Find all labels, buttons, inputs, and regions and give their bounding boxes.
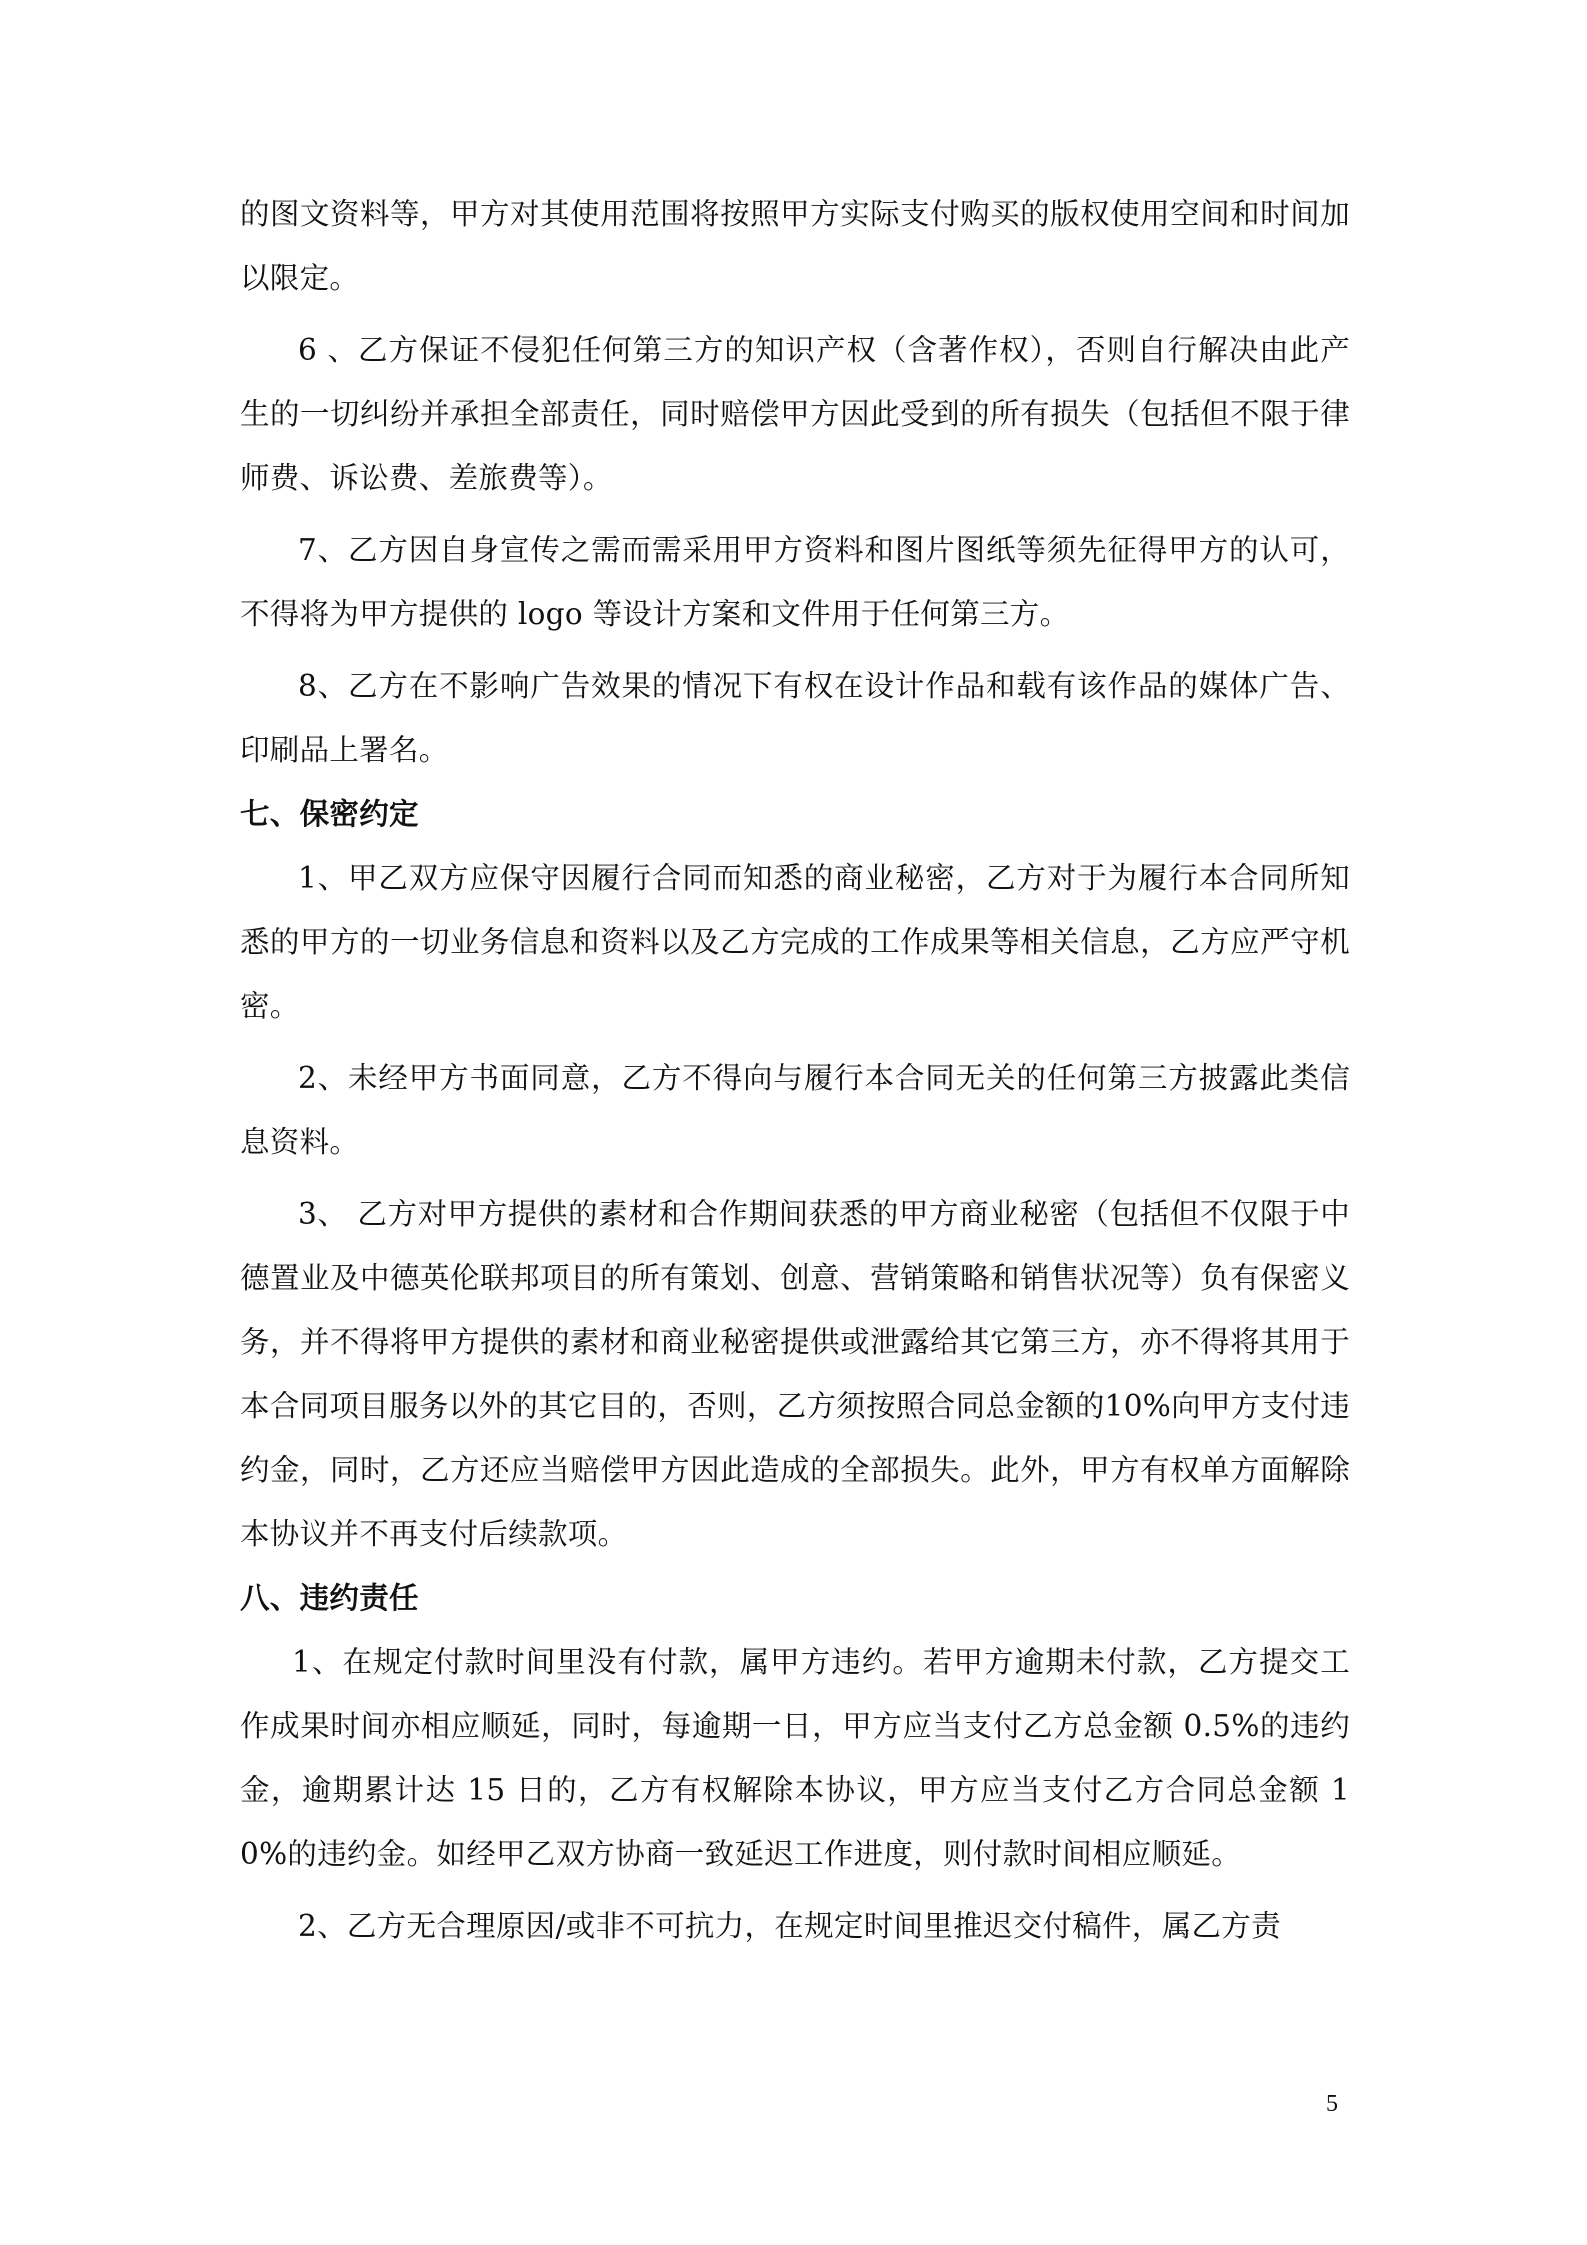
section-7-heading: 七、保密约定 — [240, 796, 419, 831]
clause-8-paragraph: 8、乙方在不影响广告效果的情况下有权在设计作品和载有该作品的媒体广告、印刷品上署名。 — [240, 669, 1350, 767]
paragraph-continuation: 的图文资料等，甲方对其使用范围将按照甲方实际支付购买的版权使用空间和时间加以限定。 — [240, 197, 1350, 295]
document-body — [240, 182, 1350, 1958]
section-7-clause-1: 1、甲乙双方应保守因履行合同而知悉的商业秘密，乙方对于为履行本合同所知悉的甲方的一切业务信息和资料以及乙方完成的工作成果等相关信息，乙方应严守机密。 — [240, 861, 1350, 1023]
page-number: 5 — [1326, 2091, 1338, 2117]
section-8-clause-1: 1、在规定付款时间里没有付款，属甲方违约。若甲方逾期未付款，乙方提交工作成果时间亦相应顺延，同时，每逾期一日，甲方应当支付乙方总金额 0.5%的违约金，逾期累计达 15 日的，乙方有权解除本协议，甲方应当支付乙方合同总金额 10%的违约金。如经甲乙双方协商一致延迟工作进度，则付款时间相应顺延。 — [240, 1645, 1350, 1871]
section-7-clause-2: 2、未经甲方书面同意，乙方不得向与履行本合同无关的任何第三方披露此类信息资料。 — [240, 1061, 1350, 1159]
clause-6-paragraph: 6 、乙方保证不侵犯任何第三方的知识产权（含著作权），否则自行解决由此产生的一切纠纷并承担全部责任，同时赔偿甲方因此受到的所有损失（包括但不限于律师费、诉讼费、差旅费等）。 — [240, 333, 1350, 495]
section-8-clause-2: 2、乙方无合理原因/或非不可抗力，在规定时间里推迟交付稿件，属乙方责 — [298, 1909, 1281, 1943]
section-7-clause-3: 3、 乙方对甲方提供的素材和合作期间获悉的甲方商业秘密（包括但不仅限于中德置业及中德英伦联邦项目的所有策划、创意、营销策略和销售状况等）负有保密义务，并不得将甲方提供的素材和商业秘密提供或泄露给其它第三方，亦不得将其用于本合同项目服务以外的其它目的，否则，乙方须按照合同总金额的10%向甲方支付违约金，同时，乙方还应当赔偿甲方因此造成的全部损失。此外，甲方有权单方面解除本协议并不再支付后续款项。 — [240, 1197, 1350, 1551]
clause-7-paragraph: 7、乙方因自身宣传之需而需采用甲方资料和图片图纸等须先征得甲方的认可，不得将为甲方提供的 logo 等设计方案和文件用于任何第三方。 — [240, 533, 1350, 631]
section-8-heading: 八、违约责任 — [240, 1580, 419, 1615]
